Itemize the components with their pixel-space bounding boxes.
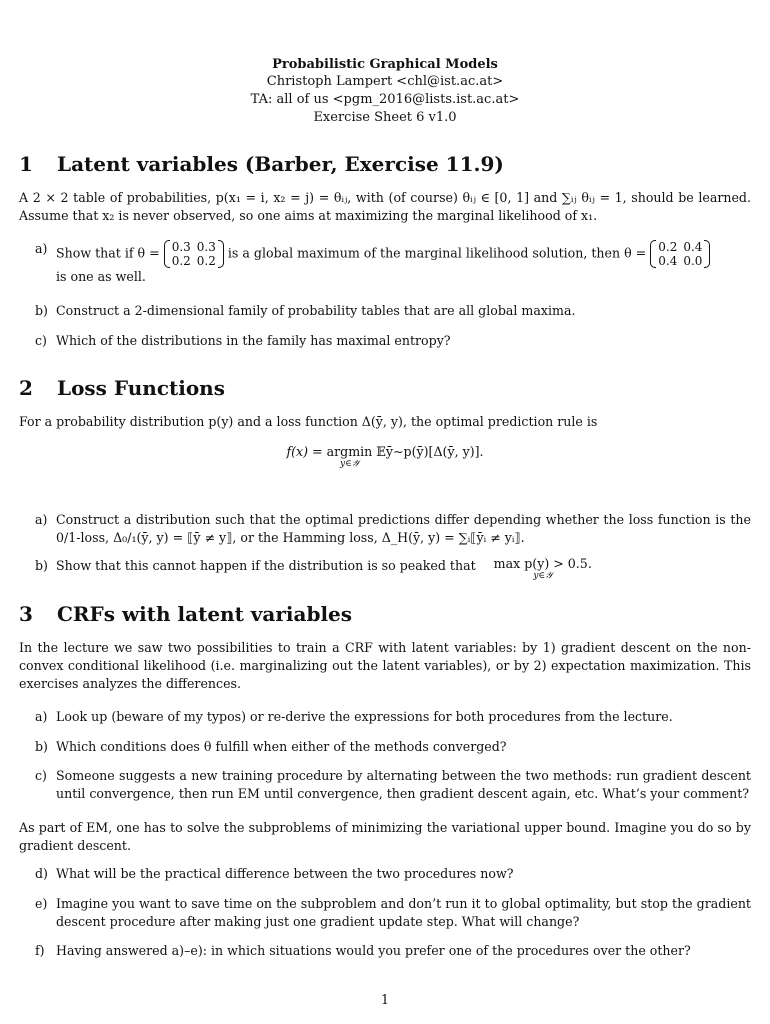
author-line: Christoph Lampert <chl@ist.ac.at>: [266, 74, 504, 89]
item-text: Which conditions does θ fulfill when either of the methods converged?: [56, 739, 507, 754]
page-number: 1: [380, 992, 389, 1007]
peaked-condition: max p(y) > 0.5. y∈𝒴: [493, 556, 592, 581]
section-heading-2: [19, 376, 225, 400]
exercise-item-3a: [35, 708, 751, 726]
item-text: Construct a distribution such that the optimal predictions differ depending whether the loss function is the 0/1-loss, Δ₀/₁(ȳ, y) = ⟦ȳ ≠ y⟧, or the Hamming loss, Δ_H(ȳ, y) = ∑ᵢ⟦ȳᵢ ≠ yᵢ⟧.: [56, 512, 751, 545]
item-label: b): [35, 303, 48, 318]
section-heading-3: [19, 602, 352, 626]
section-title: CRFs with latent variables: [57, 602, 353, 626]
item-text: What will be the practical difference between the two procedures now?: [56, 866, 514, 881]
exercise-item-3c: [35, 767, 751, 803]
section-number: 1: [19, 152, 33, 176]
item-label: a): [35, 709, 48, 724]
exercise-item-2b: [35, 557, 751, 583]
item-label: c): [35, 768, 47, 783]
loss-equation: f(x) = argmin y∈𝒴 𝔼ȳ∼p(ȳ)[Δ(ȳ, y)].: [286, 444, 484, 469]
item-label: a): [35, 241, 48, 256]
item-text: Having answered a)–e): in which situations would you prefer one of the procedures over the other?: [56, 943, 691, 958]
item-label: b): [35, 558, 48, 573]
section-number: 3: [19, 602, 33, 626]
item-text: Construct a 2-dimensional family of probability tables that are all global maxima.: [56, 303, 576, 318]
section-intro-2: For a probability distribution p(y) and a loss function Δ(ȳ, y), the optimal prediction rule is: [19, 414, 598, 429]
ta-line: TA: all of us <pgm_2016@lists.ist.ac.at>: [250, 92, 520, 107]
section-intro-1: A 2 × 2 table of probabilities, p(x₁ = i, x₂ = j) = θᵢⱼ, with (of course) θᵢⱼ ∈ [0, 1] and ∑ᵢⱼ θᵢⱼ = 1, should be learned. Assume that x₂ is never observed, so one aims at maximizing the marginal likelihood of x₁.: [19, 190, 751, 223]
item-text-before: Show that if θ =: [56, 245, 160, 261]
document-title: Probabilistic Graphical Models: [272, 57, 498, 72]
item-label: a): [35, 512, 48, 527]
item-label: d): [35, 866, 48, 881]
item-label: c): [35, 333, 47, 348]
exercise-item-3d: [35, 865, 751, 883]
sheet-line: Exercise Sheet 6 v1.0: [313, 110, 457, 125]
exercise-item-3f: [35, 942, 751, 960]
item-label: e): [35, 896, 48, 911]
section-title: Loss Functions: [57, 376, 225, 400]
item-text: Show that this cannot happen if the distribution is so peaked that: [56, 558, 476, 573]
exercise-item-3e: [35, 895, 751, 931]
exercise-item-1b: [35, 302, 751, 320]
item-label: b): [35, 739, 48, 754]
theta-matrix-2: 0.2 0.4 0.4 0.0: [650, 240, 710, 268]
exercise-item-3b: [35, 738, 751, 756]
section-number: 2: [19, 376, 33, 400]
item-text: Which of the distributions in the family has maximal entropy?: [56, 333, 451, 348]
item-text: Imagine you want to save time on the subproblem and don’t run it to global optimality, but stop the gradient descent procedure after making just one gradient update step. What will change?: [56, 896, 751, 929]
section-heading-1: [19, 152, 504, 176]
section-intro-3: In the lecture we saw two possibilities to train a CRF with latent variables: by 1) gradient descent on the non-convex conditional likelihood (i.e. marginalizing out the latent variables), or by 2) expectation maximization. This exercises analyzes the differences.: [19, 640, 751, 691]
section-title: Latent variables (Barber, Exercise 11.9): [57, 152, 504, 176]
theta-matrix-1: 0.3 0.3 0.2 0.2: [164, 240, 224, 268]
exercise-item-1a: [35, 240, 751, 286]
item-text-middle: is a global maximum of the marginal likelihood solution, then θ =: [227, 245, 647, 261]
exercise-item-1c: [35, 332, 751, 350]
item-text: Look up (beware of my typos) or re-derive the expressions for both procedures from the lecture.: [56, 709, 673, 724]
exercise-item-2a: [35, 511, 751, 547]
section-3-middle-text: As part of EM, one has to solve the subproblems of minimizing the variational upper bound. Imagine you do so by gradient descent.: [19, 820, 751, 853]
item-text-after: is one as well.: [56, 269, 146, 284]
item-text: Someone suggests a new training procedure by alternating between the two methods: run gradient descent until convergence, then run EM until convergence, then gradient descent again, etc. What’s your comment?: [56, 768, 751, 801]
item-label: f): [35, 943, 45, 958]
